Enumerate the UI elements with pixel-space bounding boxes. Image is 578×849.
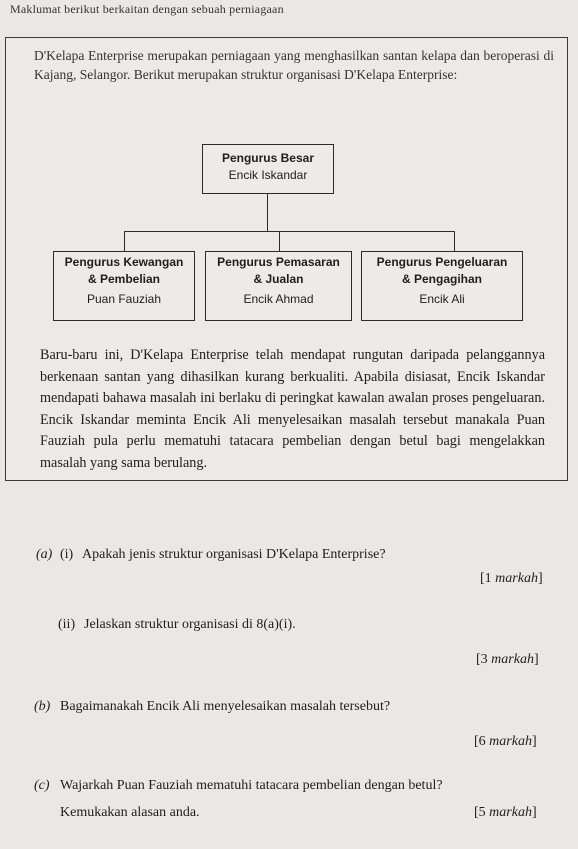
question-c-marks <box>474 805 537 821</box>
marks-word: markah <box>495 571 538 586</box>
question-c-label <box>34 778 50 794</box>
label-b: (b) <box>34 699 51 714</box>
org-box-finance-manager <box>53 251 195 321</box>
org-box-production-manager <box>361 251 523 321</box>
org-title-line2: & Pengagihan <box>401 272 482 286</box>
org-title-line2: & Pembelian <box>87 272 161 286</box>
org-name-finance-manager: Puan Fauziah <box>86 292 162 306</box>
marks-number: [5 <box>474 805 486 820</box>
marks-word: markah <box>491 652 534 667</box>
intro-line: Maklumat berikut berkaitan dengan sebuah perniagaan <box>10 2 284 16</box>
org-title-general-manager: Pengurus Besar <box>221 151 315 165</box>
case-story-paragraph: Baru-baru ini, D'Kelapa Enterprise telah mendapat rungutan daripada pelanggannya berkenaan santan yang dihasilkan kurang berkualiti. Apabila disiasat, Encik Iskandar mendapati bahawa masalah ini berlaku di peringkat kawalan awalan proses pengeluaran. Encik Iskandar meminta Encik Ali menyelesaikan masalah tersebut manakala Puan Fauziah pula perlu mematuhi tatacara pembelian dengan betul bagi mengelakkan masalah yang sama berulang. <box>40 347 545 471</box>
org-title-line1: Pengurus Pemasaran <box>217 255 340 269</box>
org-title-line2: & Jualan <box>253 272 304 286</box>
marks-word: markah <box>489 805 532 820</box>
question-c-text: Wajarkah Puan Fauziah mematuhi tatacara pembelian dengan betul? <box>60 778 443 793</box>
marks-number: [1 <box>480 571 492 586</box>
question-a-i-text: Apakah jenis struktur organisasi D'Kelapa Enterprise? <box>82 547 386 562</box>
connector-vertical <box>267 194 268 231</box>
question-a-ii-text: Jelaskan struktur organisasi di 8(a)(i). <box>84 617 296 632</box>
question-b-marks <box>474 734 537 750</box>
connector-left <box>124 231 125 251</box>
question-a-label <box>36 547 52 563</box>
connector-middle <box>279 231 280 251</box>
org-title-line1: Pengurus Pengeluaran <box>376 255 508 269</box>
question-b-label <box>34 699 50 715</box>
label-a: (a) <box>36 547 53 562</box>
org-name-production-manager: Encik Ali <box>419 292 465 306</box>
marks-number: [3 <box>476 652 488 667</box>
question-a-i-sub: (i) <box>60 547 74 562</box>
org-box-general-manager <box>202 144 334 194</box>
question-a-ii-marks <box>476 652 539 668</box>
label-c: (c) <box>34 778 50 793</box>
marks-close: ] <box>537 571 543 586</box>
marks-word: markah <box>489 734 532 749</box>
org-title-line1: Pengurus Kewangan <box>64 255 184 269</box>
org-name-marketing-manager: Encik Ahmad <box>243 292 314 306</box>
connector-right <box>454 231 455 251</box>
question-a-ii-sub: (ii) <box>58 617 76 632</box>
org-box-marketing-manager <box>205 251 352 321</box>
org-name-general-manager: Encik Iskandar <box>228 168 308 182</box>
case-intro-paragraph: D'Kelapa Enterprise merupakan perniagaan yang menghasilkan santan kelapa dan beroperasi di Kajang, Selangor. Berikut merupakan struktur organisasi D'Kelapa Enterprise: <box>34 48 554 82</box>
question-c-text-line2: Kemukakan alasan anda. <box>60 805 200 820</box>
connector-horizontal <box>124 231 454 232</box>
question-b-text: Bagaimanakah Encik Ali menyelesaikan masalah tersebut? <box>60 699 391 714</box>
marks-close: ] <box>531 805 537 820</box>
question-a-i-marks <box>480 571 543 587</box>
marks-number: [6 <box>474 734 486 749</box>
marks-close: ] <box>531 734 537 749</box>
marks-close: ] <box>533 652 539 667</box>
